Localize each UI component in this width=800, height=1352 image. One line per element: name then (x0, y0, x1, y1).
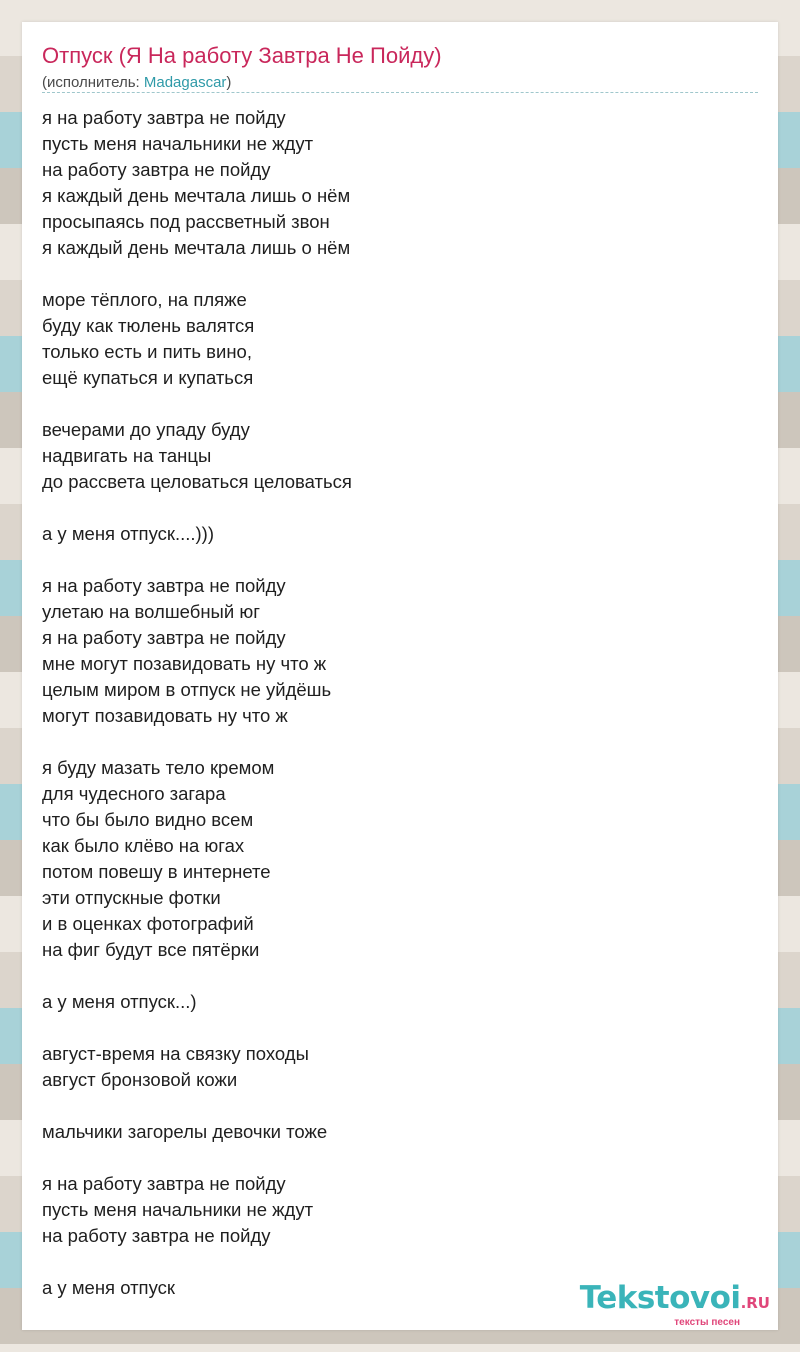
lyrics-card (22, 22, 778, 1330)
lyric-line: я на работу завтра не пойду (42, 627, 286, 648)
lyric-line: улетаю на волшебный юг (42, 601, 260, 622)
lyric-line: целым миром в отпуск не уйдёшь (42, 679, 332, 700)
logo-tld: .RU (740, 1294, 770, 1312)
lyric-line: море тёплого, на пляже (42, 289, 247, 310)
lyric-line: а у меня отпуск (42, 1277, 175, 1298)
lyric-line: я каждый день мечтала лишь о нём (42, 237, 351, 258)
artist-line (42, 74, 758, 93)
lyric-line: я каждый день мечтала лишь о нём (42, 185, 351, 206)
lyrics-text (42, 105, 758, 1301)
stanza-break (42, 391, 758, 417)
stanza-break (42, 963, 758, 989)
logo-name: Tekstovoi (579, 1280, 741, 1316)
lyric-line: на работу завтра не пойду (42, 159, 271, 180)
lyric-line: вечерами до упаду буду (42, 419, 250, 440)
lyric-line: я на работу завтра не пойду (42, 1173, 286, 1194)
lyric-line: надвигать на танцы (42, 445, 212, 466)
logo-wordmark (580, 1282, 770, 1319)
song-title: Отпуск (Я На работу Завтра Не Пойду) (42, 43, 442, 68)
lyric-line: пусть меня начальники не ждут (42, 1199, 314, 1220)
lyric-line: что бы было видно всем (42, 809, 254, 830)
stanza-break (42, 729, 758, 755)
lyric-line: на фиг будут все пятёрки (42, 939, 260, 960)
lyric-line: я буду мазать тело кремом (42, 757, 275, 778)
lyric-line: мальчики загорелы девочки тоже (42, 1121, 328, 1142)
lyric-line: просыпаясь под рассветный звон (42, 211, 330, 232)
artist-prefix: (исполнитель: (42, 74, 144, 91)
stanza-break (42, 1015, 758, 1041)
lyric-line: как было клёво на югах (42, 835, 245, 856)
stanza-break (42, 547, 758, 573)
artist-link[interactable]: Madagascar (143, 74, 227, 91)
lyric-line: и в оценках фотографий (42, 913, 254, 934)
lyric-line: эти отпускные фотки (42, 887, 221, 908)
lyric-line: август-время на связку походы (42, 1043, 309, 1064)
stanza-break (42, 1145, 758, 1171)
stanza-break (42, 1093, 758, 1119)
lyric-line: могут позавидовать ну что ж (42, 705, 288, 726)
lyric-line: только есть и пить вино, (42, 341, 252, 362)
stanza-break (42, 495, 758, 521)
artist-suffix: ) (226, 74, 232, 91)
stanza-break (42, 261, 758, 287)
lyric-line: на работу завтра не пойду (42, 1225, 271, 1246)
lyric-line: до рассвета целоваться целоваться (42, 471, 352, 492)
lyric-line: ещё купаться и купаться (42, 367, 254, 388)
stanza-break (42, 1249, 758, 1275)
lyric-line: пусть меня начальники не ждут (42, 133, 314, 154)
lyric-line: а у меня отпуск....))) (42, 523, 215, 544)
logo-tagline: тексты песен (674, 1317, 740, 1328)
tekstovoi-logo[interactable] (580, 1282, 770, 1328)
lyric-line: буду как тюлень валятся (42, 315, 255, 336)
lyric-line: я на работу завтра не пойду (42, 107, 286, 128)
lyric-line: для чудесного загара (42, 783, 226, 804)
lyric-line: потом повешу в интернете (42, 861, 271, 882)
lyric-line: август бронзовой кожи (42, 1069, 238, 1090)
lyric-line: а у меня отпуск...) (42, 991, 197, 1012)
lyric-line: мне могут позавидовать ну что ж (42, 653, 327, 674)
lyric-line: я на работу завтра не пойду (42, 575, 286, 596)
